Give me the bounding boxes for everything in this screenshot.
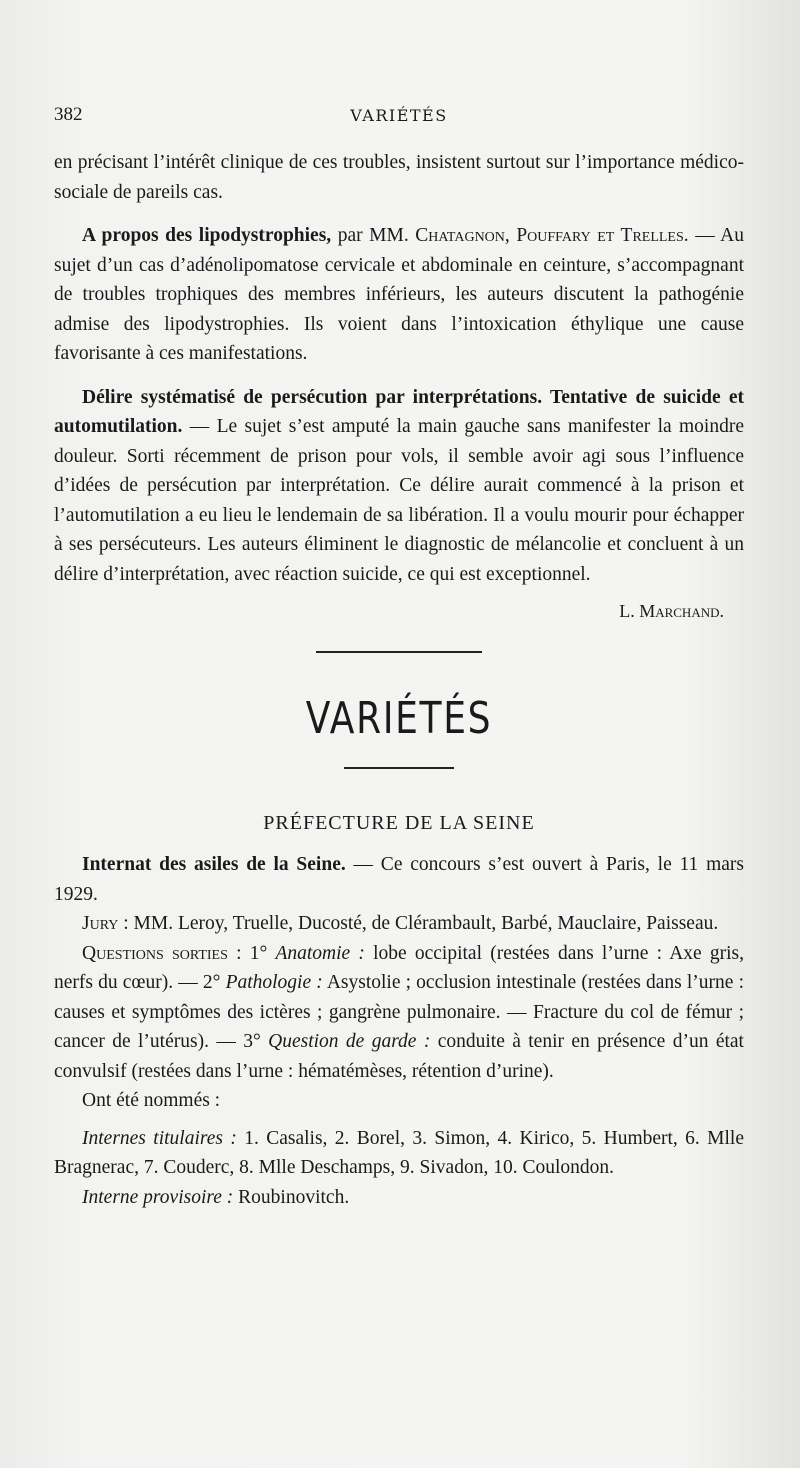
pathologie-label: Pathologie :: [225, 972, 323, 993]
anatomie-label: Anatomie :: [275, 942, 365, 964]
paragraph-titulaires: [54, 1124, 744, 1183]
garde-text: conduite à tenir en présence d’un état convulsif (restées dans l’urne : hématémèses, rétention d’urine).: [54, 1031, 744, 1082]
provisoire-text: Roubinovitch.: [233, 1186, 350, 1208]
divider-rule: [316, 651, 482, 653]
paragraph-text: — Le sujet s’est amputé la main gauche sans manifester la moindre douleur. Sorti récemment de prison pour vols, il semble avoir agi sous l’influence d’idées de persécution par interprétation. Ce délire aurait commencé à la prison et l’automutilation a eu lieu le lendemain de sa libération. Il a voulu mourir pour échapper à ses persécuteurs. Les auteurs éliminent le diagnostic de mélancolie et concluent à un délire d’interprétation, avec réaction suicide, ce qui est exceptionnel.: [54, 416, 744, 585]
paragraph-jury: [54, 909, 744, 939]
jury-label: Jury :: [82, 913, 129, 934]
page-body: [54, 148, 744, 1212]
paragraph-nommes: Ont été nommés :: [82, 1090, 221, 1111]
provisoire-label: Interne provisoire :: [82, 1186, 234, 1208]
garde-label: Question de garde :: [268, 1031, 431, 1052]
paragraph-provisoire: [54, 1183, 744, 1213]
authors-lead: par MM.: [331, 225, 416, 246]
anatomie-text: lobe occipital (restées dans l’urne : Axe gris, nerfs du cœur). — 2°: [54, 942, 744, 993]
page-header: [54, 104, 744, 134]
divider-rule-short: [344, 767, 454, 769]
paragraph-title: Délire systématisé de persécution par interprétations. Tentative de suicide et automutilation.: [54, 386, 744, 437]
titulaires-text: 1. Casalis, 2. Borel, 3. Simon, 4. Kirico, 5. Humbert, 6. Mlle Bragnerac, 7. Couderc, 8. Mlle Deschamps, 9. Sivadon, 10. Coulondon.: [54, 1127, 744, 1178]
paragraph-questions: [54, 939, 744, 1087]
page-number: 382: [54, 104, 83, 125]
signature: L. Marchand.: [619, 601, 724, 621]
paragraph-internat: [54, 850, 744, 909]
section-title: VARIÉTÉS: [305, 692, 493, 744]
titulaires-label: Internes titulaires :: [82, 1127, 237, 1149]
pathologie-text: Asystolie ; occlusion intestinale (restées dans l’urne : causes et symptômes des ictères ; gangrène pulmonaire. — Fracture du col de fémur ; cancer de l’utérus). — 3°: [54, 972, 744, 1052]
paragraph-title: A propos des lipodystrophies,: [82, 225, 332, 246]
paragraph-lipodystrophies: [54, 221, 744, 369]
authors: Chatagnon, Pouffary et Trelles.: [415, 225, 689, 246]
paragraph-text: — Au sujet d’un cas d’adénolipomatose cervicale et abdominale en ceinture, s’accompagnant de troubles trophiques des membres inférieurs, les auteurs discutent la pathogénie admise des lipodystrophies. Ils voient dans l’intoxication éthylique une cause favorisante à ces manifestations.: [54, 225, 744, 364]
jury-text: MM. Leroy, Truelle, Ducosté, de Clérambault, Barbé, Mauclaire, Paisseau.: [128, 913, 719, 934]
question-number: 1°: [241, 942, 276, 964]
paragraph-delire: [54, 383, 744, 590]
subsection-title: PRÉFECTURE DE LA SEINE: [263, 811, 535, 834]
paragraph-title: Internat des asiles de la Seine.: [82, 854, 346, 875]
questions-label: Questions sorties :: [82, 942, 242, 964]
running-title: VARIÉTÉS: [350, 106, 448, 125]
paragraph-continuation: en précisant l’intérêt clinique de ces troubles, insistent surtout sur l’importance médico-sociale de pareils cas.: [54, 152, 744, 203]
paragraph-text: — Ce concours s’est ouvert à Paris, le 11 mars 1929.: [54, 854, 744, 905]
